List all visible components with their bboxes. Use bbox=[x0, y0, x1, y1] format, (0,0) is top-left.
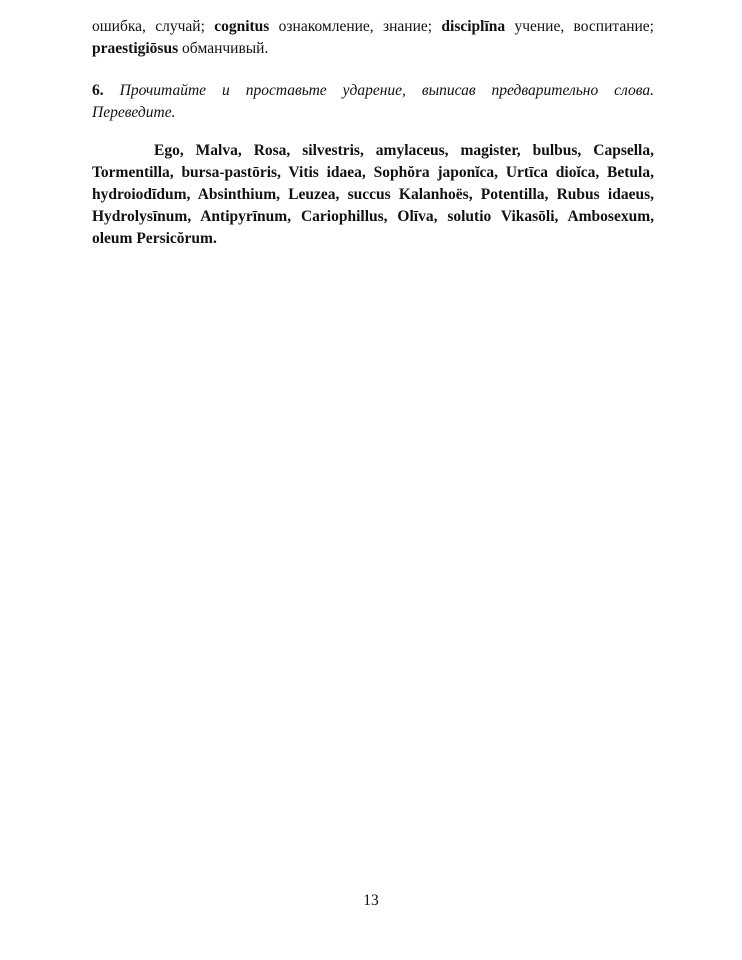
latin-word: disciplīna bbox=[441, 18, 506, 35]
page-number: 13 bbox=[363, 892, 379, 909]
text-fragment: ошибка, случай; bbox=[92, 18, 215, 35]
latin-word: praestigiōsus bbox=[92, 40, 179, 57]
exercise-number: 6. bbox=[92, 82, 104, 99]
text-fragment: обманчивый. bbox=[178, 40, 269, 57]
exercise-instruction: Прочитайте и проставьте ударение, выписав предварительно слова. Переведите. bbox=[92, 82, 655, 121]
exercise-word-list: Ego, Malva, Rosa, silvestris, amylaceus, magister, bulbus, Capsella, Tormentilla, bursa-pastōris, Vitis idaea, Sophŏra japonĭca, Urtīca dioĭca, Betula, hydroiodīdum, Absinthium, Leuzea, succus Kalanhoёs, Potentilla, Rubus idaeus, Hydrolysīnum, Antipyrīnum, Cariophillus, Olīva, solutio Vikasōli, Ambosexum, oleum Persicŏrum. bbox=[92, 142, 654, 247]
text-fragment: ознакомление, знание; bbox=[269, 18, 442, 35]
continued-vocabulary-paragraph bbox=[92, 16, 654, 60]
latin-word: cognitus bbox=[214, 18, 270, 35]
exercise-6 bbox=[92, 80, 654, 124]
page-content bbox=[92, 16, 654, 266]
text-fragment: учение, воспитание; bbox=[505, 18, 654, 35]
